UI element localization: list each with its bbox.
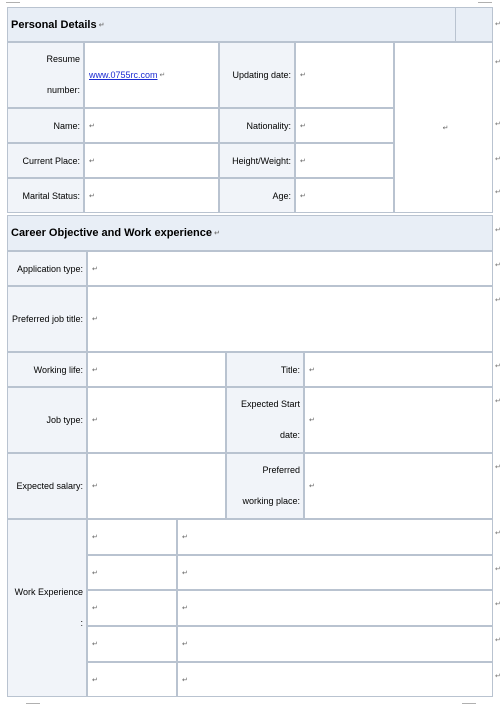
- marital-status-value[interactable]: ↵: [84, 178, 219, 213]
- job-type-label: Job type:: [7, 387, 87, 453]
- photo-cell: ↵: [394, 42, 493, 213]
- preferred-working-place-value[interactable]: ↵: [304, 453, 493, 519]
- title-value[interactable]: ↵: [304, 352, 493, 387]
- career-objective-header: Career Objective and Work experience ↵: [7, 215, 493, 251]
- height-weight-value[interactable]: ↵: [295, 143, 394, 178]
- resume-number-link[interactable]: www.0755rc.com: [89, 70, 158, 80]
- work-exp-period-4[interactable]: ↵: [87, 626, 177, 662]
- resume-number-label: Resume number:: [7, 42, 84, 108]
- application-type-label: Application type:: [7, 251, 87, 286]
- header-side-cell: [455, 7, 493, 42]
- corner-mark-bl: [26, 703, 40, 704]
- row-end-mark: ↵: [495, 398, 501, 405]
- title-label: Title:: [226, 352, 304, 387]
- row-end-mark: ↵: [495, 530, 501, 537]
- preferred-job-title-label: Preferred job title:: [7, 286, 87, 352]
- application-type-value[interactable]: ↵: [87, 251, 493, 286]
- work-exp-period-2[interactable]: ↵: [87, 555, 177, 590]
- work-exp-period-1[interactable]: ↵: [87, 519, 177, 555]
- row-end-mark: ↵: [495, 227, 501, 234]
- preferred-working-place-label: Preferred working place:: [226, 453, 304, 519]
- current-place-value[interactable]: ↵: [84, 143, 219, 178]
- nationality-value[interactable]: ↵: [295, 108, 394, 143]
- marital-status-label: Marital Status:: [7, 178, 84, 213]
- work-exp-period-3[interactable]: ↵: [87, 590, 177, 626]
- row-end-mark: ↵: [495, 262, 501, 269]
- resume-number-value[interactable]: www.0755rc.com ↵: [84, 42, 219, 108]
- row-end-mark: ↵: [495, 189, 501, 196]
- job-type-value[interactable]: ↵: [87, 387, 226, 453]
- row-end-mark: ↵: [495, 59, 501, 66]
- age-label: Age:: [219, 178, 295, 213]
- expected-salary-label: Expected salary:: [7, 453, 87, 519]
- row-end-mark: ↵: [495, 297, 501, 304]
- nationality-label: Nationality:: [219, 108, 295, 143]
- personal-details-header: Personal Details ↵: [7, 7, 456, 42]
- updating-date-label: Updating date:: [219, 42, 295, 108]
- working-life-label: Working life:: [7, 352, 87, 387]
- row-end-mark: ↵: [495, 121, 501, 128]
- working-life-value[interactable]: ↵: [87, 352, 226, 387]
- updating-date-value[interactable]: ↵: [295, 42, 394, 108]
- work-exp-period-5[interactable]: ↵: [87, 662, 177, 697]
- expected-start-date-label: Expected Start date:: [226, 387, 304, 453]
- personal-details-title: Personal Details: [11, 18, 97, 31]
- row-end-mark: ↵: [495, 363, 501, 370]
- work-exp-detail-2[interactable]: ↵: [177, 555, 493, 590]
- row-end-mark: ↵: [495, 601, 501, 608]
- corner-mark-tr: [478, 2, 492, 3]
- preferred-job-title-value[interactable]: ↵: [87, 286, 493, 352]
- work-exp-detail-3[interactable]: ↵: [177, 590, 493, 626]
- work-exp-detail-1[interactable]: ↵: [177, 519, 493, 555]
- name-label: Name:: [7, 108, 84, 143]
- row-end-mark: ↵: [495, 21, 501, 28]
- career-objective-title: Career Objective and Work experience: [11, 227, 212, 239]
- work-exp-detail-5[interactable]: ↵: [177, 662, 493, 697]
- corner-mark-tl: [6, 2, 20, 3]
- work-exp-detail-4[interactable]: ↵: [177, 626, 493, 662]
- row-end-mark: ↵: [495, 566, 501, 573]
- height-weight-label: Height/Weight:: [219, 143, 295, 178]
- row-end-mark: ↵: [495, 673, 501, 680]
- age-value[interactable]: ↵: [295, 178, 394, 213]
- row-end-mark: ↵: [495, 637, 501, 644]
- name-value[interactable]: ↵: [84, 108, 219, 143]
- current-place-label: Current Place:: [7, 143, 84, 178]
- corner-mark-br: [462, 703, 476, 704]
- row-end-mark: ↵: [495, 464, 501, 471]
- expected-salary-value[interactable]: ↵: [87, 453, 226, 519]
- work-experience-label: Work Experience :: [7, 519, 87, 697]
- row-end-mark: ↵: [495, 156, 501, 163]
- expected-start-date-value[interactable]: ↵: [304, 387, 493, 453]
